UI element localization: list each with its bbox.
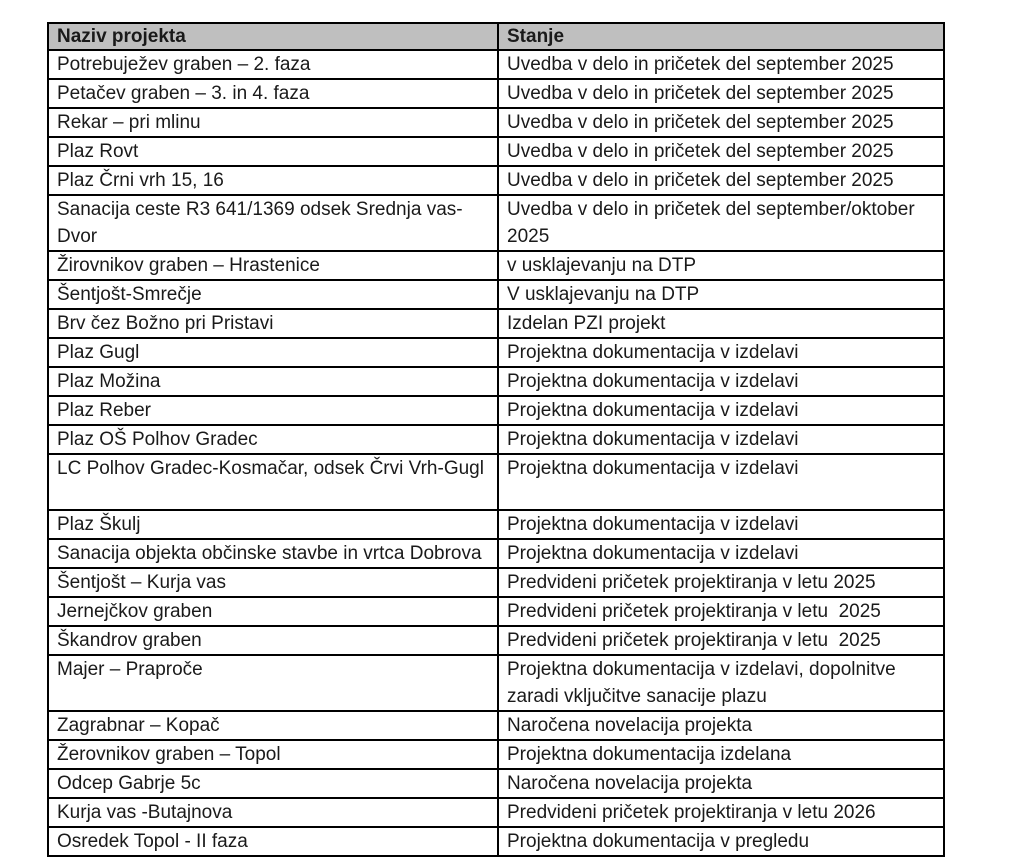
project-name-cell: Kurja vas -Butajnova [48,798,498,827]
table-row [48,425,944,454]
column-header-stanje: Stanje [498,23,944,50]
table-row [48,338,944,367]
project-name-cell: Plaz Rovt [48,137,498,166]
project-name-cell: Šentjošt – Kurja vas [48,568,498,597]
status-cell: Izdelan PZI projekt [498,309,944,338]
table-row [48,454,944,510]
status-cell: Projektna dokumentacija v izdelavi [498,338,944,367]
table-row [48,798,944,827]
table-row [48,740,944,769]
table-row [48,79,944,108]
table-row [48,195,944,251]
table-row [48,597,944,626]
status-cell: Uvedba v delo in pričetek del september 2025 [498,79,944,108]
status-cell: Naročena novelacija projekta [498,711,944,740]
table-row [48,50,944,79]
status-cell: Projektna dokumentacija v izdelavi [498,367,944,396]
status-cell: Projektna dokumentacija v izdelavi [498,510,944,539]
status-cell: Uvedba v delo in pričetek del september 2025 [498,50,944,79]
status-cell: Uvedba v delo in pričetek del september 2025 [498,166,944,195]
table-row [48,396,944,425]
status-cell: Projektna dokumentacija v izdelavi [498,539,944,568]
status-cell: Predvideni pričetek projektiranja v letu 2025 [498,597,944,626]
project-name-cell: Žerovnikov graben – Topol [48,740,498,769]
project-name-cell: Plaz OŠ Polhov Gradec [48,425,498,454]
status-cell: v usklajevanju na DTP [498,251,944,280]
project-name-cell: Rekar – pri mlinu [48,108,498,137]
status-cell: V usklajevanju na DTP [498,280,944,309]
project-name-cell: Sanacija ceste R3 641/1369 odsek Srednja vas-Dvor [48,195,498,251]
project-name-cell: Majer – Praproče [48,655,498,711]
table-row [48,309,944,338]
table-row [48,827,944,856]
column-header-naziv-projekta: Naziv projekta [48,23,498,50]
table-row [48,655,944,711]
project-name-cell: Jernejčkov graben [48,597,498,626]
status-cell: Predvideni pričetek projektiranja v letu 2025 [498,626,944,655]
header-row [48,23,944,50]
table-row [48,568,944,597]
project-name-cell: Plaz Reber [48,396,498,425]
project-name-cell: Plaz Škulj [48,510,498,539]
table-row [48,626,944,655]
status-cell: Projektna dokumentacija izdelana [498,740,944,769]
project-name-cell: LC Polhov Gradec-Kosmačar, odsek Črvi Vrh-Gugl [48,454,498,510]
project-name-cell: Petačev graben – 3. in 4. faza [48,79,498,108]
project-name-cell: Sanacija objekta občinske stavbe in vrtca Dobrova [48,539,498,568]
table-row [48,251,944,280]
table-row [48,367,944,396]
status-cell: Naročena novelacija projekta [498,769,944,798]
table-row [48,166,944,195]
status-cell: Projektna dokumentacija v izdelavi, dopolnitve zaradi vključitve sanacije plazu [498,655,944,711]
project-name-cell: Zagrabnar – Kopač [48,711,498,740]
table-row [48,539,944,568]
status-cell: Predvideni pričetek projektiranja v letu 2025 [498,568,944,597]
table-row [48,510,944,539]
project-name-cell: Plaz Možina [48,367,498,396]
table-row [48,711,944,740]
status-cell: Uvedba v delo in pričetek del september/oktober 2025 [498,195,944,251]
project-name-cell: Odcep Gabrje 5c [48,769,498,798]
project-name-cell: Plaz Gugl [48,338,498,367]
project-name-cell: Osredek Topol - II faza [48,827,498,856]
table-body [48,50,944,856]
project-name-cell: Brv čez Božno pri Pristavi [48,309,498,338]
project-name-cell: Škandrov graben [48,626,498,655]
status-cell: Predvideni pričetek projektiranja v letu 2026 [498,798,944,827]
project-name-cell: Potrebuježev graben – 2. faza [48,50,498,79]
status-cell: Projektna dokumentacija v izdelavi [498,425,944,454]
project-name-cell: Žirovnikov graben – Hrastenice [48,251,498,280]
status-cell: Uvedba v delo in pričetek del september 2025 [498,137,944,166]
table-row [48,108,944,137]
status-cell: Projektna dokumentacija v izdelavi [498,454,944,510]
table-row [48,769,944,798]
status-cell: Projektna dokumentacija v pregledu [498,827,944,856]
project-name-cell: Plaz Črni vrh 15, 16 [48,166,498,195]
status-cell: Uvedba v delo in pričetek del september 2025 [498,108,944,137]
project-name-cell: Šentjošt-Smrečje [48,280,498,309]
table-row [48,137,944,166]
table-row [48,280,944,309]
projects-table [47,22,945,857]
status-cell: Projektna dokumentacija v izdelavi [498,396,944,425]
